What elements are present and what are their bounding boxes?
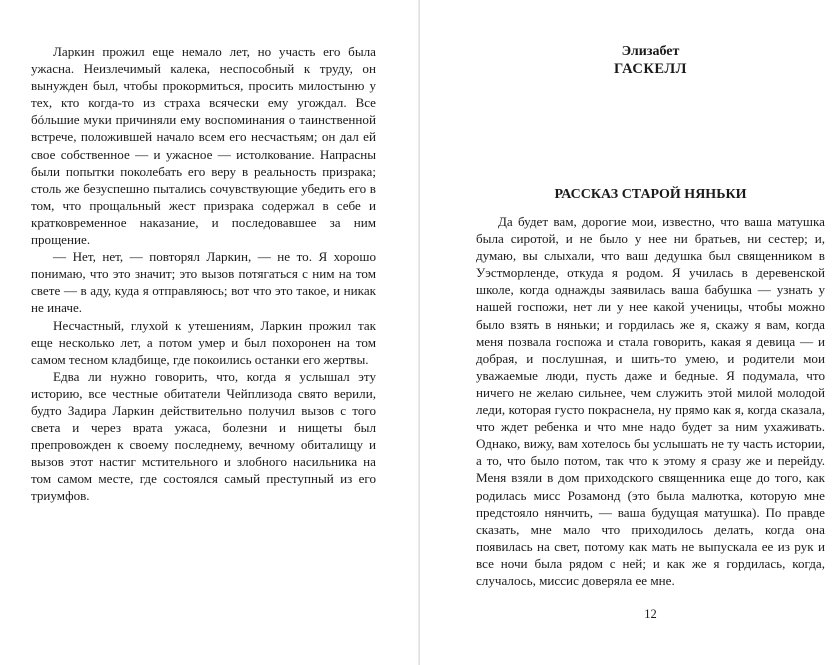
paragraph: Едва ли нужно говорить, что, когда я услышал эту историю, все честные обитатели Чейплизода свято верили, будто Задира Ларкин действительно получил вызов с того света и через врата ужаса, болезни и нищеты был препровожден к своему последнему, вечному обиталищу и вызов этот настиг мстительного и злобного насильника на том самом месте, где состоялся самый преступный из его триумфов. xyxy=(31,368,376,504)
author-first-name: Элизабет xyxy=(621,44,680,59)
author-last-name: ГАСКЕЛЛ xyxy=(614,61,687,77)
paragraph: Несчастный, глухой к утешениям, Ларкин прожил так еще несколько лет, а потом умер и был похоронен на том самом тесном кладбище, где покоились останки его жертвы. xyxy=(31,317,376,367)
left-page xyxy=(0,0,419,665)
page-number: 12 xyxy=(644,607,657,621)
paragraph: — Нет, нет, — повторял Ларкин, — не то. Я хорошо понимаю, что это значит; это вызов потягаться с ним на том свете — в аду, куда я отправляюсь; вот что это такое, и никак не иначе. xyxy=(31,249,376,316)
story-title: РАССКАЗ СТАРОЙ НЯНЬКИ xyxy=(554,187,747,202)
right-page-text xyxy=(476,213,825,589)
paragraph: Ларкин прожил еще немало лет, но участь его была ужасна. Неизлечимый калека, неспособный к труду, он вынужден был, чтобы прокормиться, просить милостыню у тех, кто когда-то из страха всячески ему угождал. Все бóльшие муки причиняли ему воспоминания о таинственной встрече, положившей начало всем его несчастьям; он дал ей свое собственное — и ужасное — истолкование. Напрасны были попытки поколебать его веру в реальность призрака; столь же безуспешно пытались сочувствующие убедить его в том, что прощальный жест призрака содержал в себе и кратковременное наказание, и последовавшее за ним прощение. xyxy=(31,44,376,248)
paragraph: Да будет вам, дорогие мои, известно, что ваша матушка была сиротой, и не было у нее ни братьев, ни сестер; и, думаю, вы слыхали, что ваш дедушка был священником в Уэстморленде, откуда я родом. Я училась в деревенской школе, когда однажды заявилась ваша бабушка — узнать у нашей госпожи, нет ли у нее какой ученицы, чтобы можно было взять в няньки; и гордилась же я, скажу я вам, когда меня позвала госпожа и стала говорить, какая я девица — и добрая, и послушная, и шить-то умею, и родители мои уважаемые люди, пусть даже и бедные. Я подумала, что ничего не желаю сильнее, чем служить этой милой молодой леди, которая густо покраснела, ну прямо как я, когда сказала, что ждет ребенка и что мне надо будет за ним ухаживать. Однако, вижу, вам хотелось бы услышать не ту часть истории, а то, что было потом, так что к этому я сразу же и перейду. Меня взяли в дом приходского священника еще до того, как родилась мисс Розамонд (это была малютка, которую мне предстояло нянчить, — ваша будущая матушка). По правде сказать, мне мало что приходилось делать, когда она появилась на свет, потому как мать не выпускала ее из рук и все ночи была рядом с ней; и как же я гордилась, когда, случалось, миссис доверяла ее мне. xyxy=(476,214,825,588)
right-page xyxy=(420,0,839,665)
left-page-text xyxy=(31,43,376,505)
